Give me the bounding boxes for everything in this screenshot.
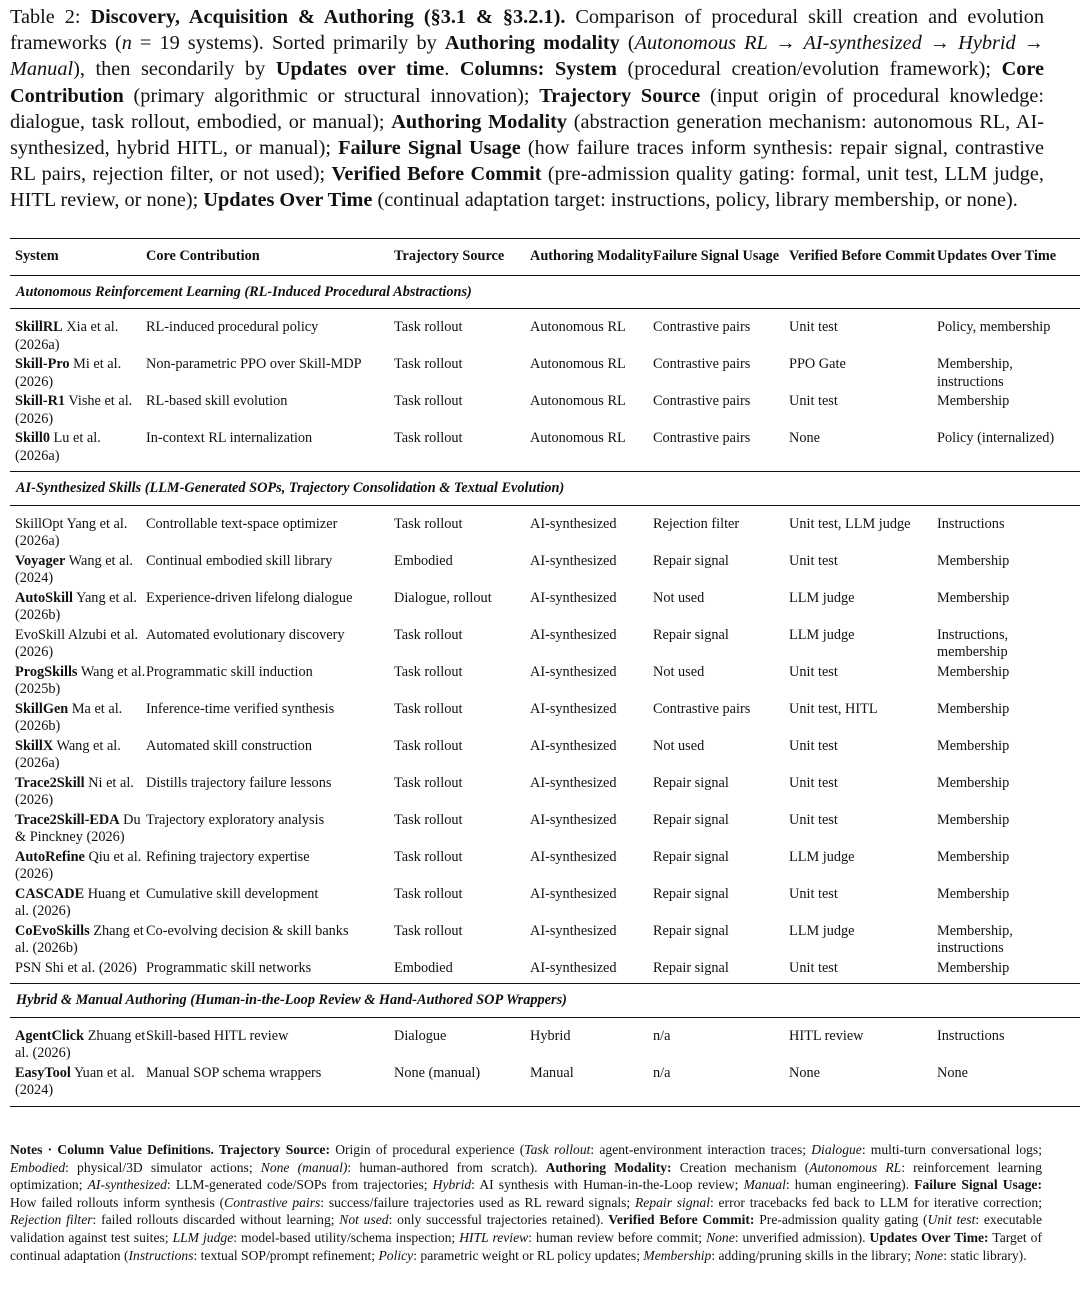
table-row [10,430,1080,472]
updates-over-time-cell: Policy, membership [937,319,1051,335]
failure-signal-cell: Contrastive pairs [653,430,751,446]
text-run: Authoring Modality: [545,1159,672,1175]
text-run: Target of continual adaptation ( [10,1229,1042,1263]
text-run: None [914,1247,944,1263]
verified-before-commit-cell: LLM judge [789,922,855,939]
text-run: Rejection filter [10,1212,93,1228]
text-run: Updates Over Time: [869,1229,989,1245]
system-citation: Shi et al. (2026) [44,959,137,976]
system-cell [10,886,146,923]
comparison-table [10,238,1080,1107]
text-run: Origin of procedural experience ( [330,1142,525,1157]
system-citation: Zhang et al. (2026b) [15,922,144,956]
updates-over-time-cell: Membership [937,589,1010,606]
text-run: = 19 systems). Sorted primarily by [131,32,445,55]
table-row [10,886,1080,923]
trajectory-source-cell: Task rollout [394,356,463,372]
system-name: PSN [15,959,42,976]
core-contribution-cell: Cumulative skill development [146,885,319,902]
verified-before-commit-cell: Unit test [789,885,838,902]
system-name: SkillGen [15,700,69,717]
text-run: : unverified admission). [734,1229,870,1245]
system-citation: Lu et al. (2026a) [15,430,101,464]
trajectory-source-cell: Task rollout [394,430,463,446]
system-cell [10,849,146,886]
failure-signal-cell: Contrastive pairs [653,319,751,335]
core-contribution-cell: Programmatic skill networks [146,959,312,976]
text-run: (primary algorithmic or structural innovation); [123,84,540,107]
updates-over-time-cell: Membership [937,959,1010,976]
trajectory-source-cell: Task rollout [394,774,463,791]
system-cell [10,738,146,775]
text-run: Authoring modality [444,32,620,55]
header-core-contribution: Core Contribution [146,239,394,276]
failure-signal-cell: Repair signal [653,922,729,939]
failure-signal-cell: Repair signal [653,774,729,791]
trajectory-source-cell: None (manual) [394,1064,481,1081]
system-cell [10,430,146,472]
system-name: Skill-Pro [15,356,70,372]
system-cell [10,1017,146,1065]
text-run: Membership [643,1247,712,1263]
system-name: SkillX [15,737,54,754]
core-contribution-cell: Automated skill construction [146,737,312,754]
text-run: Failure Signal Usage: [914,1177,1042,1193]
verified-before-commit-cell: Unit test, LLM judge [789,515,911,532]
table-row [10,553,1080,590]
core-contribution-cell: Automated evolutionary discovery [146,626,345,643]
system-citation: Qiu et al. (2026) [15,848,142,882]
section-heading-row [10,984,1080,1018]
text-run: Repair signal [634,1194,710,1210]
text-run: (abstraction generation mechanism: autonomous RL, AI-synthesized, hybrid HITL, or manual); [10,110,1044,160]
trajectory-source-cell: Task rollout [394,393,463,409]
text-run: AI-synthesized [87,1177,167,1193]
core-contribution-cell: In-context RL internalization [146,430,313,446]
failure-signal-cell: n/a [653,1064,671,1081]
text-run: Verified Before Commit [331,163,542,186]
authoring-modality-cell: Autonomous RL [530,393,626,409]
trajectory-source-cell: Task rollout [394,885,463,902]
failure-signal-cell: Contrastive pairs [653,356,751,372]
updates-over-time-cell: Instructions [937,1027,1005,1044]
section-ai-synthesized [10,472,1080,984]
updates-over-time-cell: Instructions, membership [937,626,1009,660]
system-cell [10,553,146,590]
failure-signal-cell: Repair signal [653,959,729,976]
authoring-modality-cell: AI-synthesized [530,922,617,939]
failure-signal-cell: Not used [653,663,705,680]
verified-before-commit-cell: LLM judge [789,848,855,865]
updates-over-time-cell: Membership [937,774,1010,791]
text-run: Core Contribution [10,58,1045,107]
failure-signal-cell: n/a [653,1027,671,1044]
system-citation: Wang et al. (2024) [15,552,133,586]
table-row [10,505,1080,553]
system-citation: Wang et al. (2025b) [15,663,146,697]
failure-signal-cell: Not used [653,737,705,754]
table-row [10,960,1080,984]
verified-before-commit-cell: Unit test [789,319,838,335]
text-run: Unit test [927,1212,976,1228]
verified-before-commit-cell: Unit test [789,663,838,680]
section-heading: Autonomous Reinforcement Learning (RL-Induced Procedural Abstractions) [10,275,1080,309]
text-run: : error tracebacks fed back to LLM for iterative correction; [709,1194,1042,1210]
authoring-modality-cell: AI-synthesized [530,700,617,717]
system-citation: Yang et al. (2026a) [15,515,128,549]
system-citation: Yuan et al. (2024) [15,1064,135,1098]
failure-signal-cell: Contrastive pairs [653,393,751,409]
system-citation: Xia et al. (2026a) [15,319,119,353]
table-caption [10,4,1044,214]
authoring-modality-cell: AI-synthesized [530,811,617,828]
table-row [10,849,1080,886]
authoring-modality-cell: Autonomous RL [530,319,626,335]
failure-signal-cell: Repair signal [653,811,729,828]
system-name: Trace2Skill-EDA [15,811,120,828]
verified-before-commit-cell: Unit test [789,811,838,828]
text-run: Notes · Column Value Definitions. Trajectory Source: [10,1142,330,1157]
section-autonomous-rl [10,275,1080,472]
header-trajectory-source: Trajectory Source [394,239,530,276]
verified-before-commit-cell: Unit test, HITL [789,700,878,717]
text-run: ( [619,32,635,55]
text-run: : agent-environment interaction traces; [590,1142,812,1157]
system-citation: Wang et al. (2026a) [15,737,121,771]
text-run: Creation mechanism ( [671,1159,810,1175]
authoring-modality-cell: AI-synthesized [530,885,617,902]
header-verified-before-commit: Verified Before Commit [789,239,937,276]
table-row [10,775,1080,812]
text-run: (pre-admission quality gating: formal, unit test, LLM judge, HITL review, or none); [10,163,1045,212]
updates-over-time-cell: Membership [937,700,1010,717]
text-run: : failed rollouts discarded without learning; [92,1212,340,1228]
system-citation: Mi et al. (2026) [15,356,122,390]
failure-signal-cell: Repair signal [653,848,729,865]
authoring-modality-cell: AI-synthesized [530,663,617,680]
section-heading-row [10,275,1080,309]
system-name: Skill-R1 [15,393,66,409]
updates-over-time-cell: Membership [937,393,1010,409]
text-run: Hybrid [432,1177,472,1193]
header-updates-over-time: Updates Over Time [937,239,1080,276]
system-cell [10,393,146,430]
core-contribution-cell: Controllable text-space optimizer [146,515,338,532]
system-citation: Yang et al. (2026b) [15,589,137,623]
text-run: : human review before commit; [528,1229,707,1245]
text-run: None [706,1229,735,1245]
table-row [10,627,1080,664]
authoring-modality-cell: AI-synthesized [530,589,617,606]
updates-over-time-cell: Instructions [937,515,1005,532]
trajectory-source-cell: Task rollout [394,515,463,532]
text-run: : human-authored from scratch). [347,1159,546,1175]
authoring-modality-cell: AI-synthesized [530,552,617,569]
authoring-modality-cell: AI-synthesized [530,774,617,791]
verified-before-commit-cell: HITL review [789,1027,864,1044]
trajectory-source-cell: Embodied [394,959,453,976]
section-heading-row [10,472,1080,506]
text-run: : success/failure trajectories used as RL reward signals; [320,1194,635,1210]
text-run: Comparison of procedural skill creation and evolution frameworks ( [10,6,1044,55]
updates-over-time-cell: Membership [937,663,1010,680]
updates-over-time-cell: Membership [937,811,1010,828]
text-run: Autonomous RL → AI-synthesized → Hybrid → Manual [10,32,1044,81]
verified-before-commit-cell: LLM judge [789,589,855,606]
updates-over-time-cell: Membership [937,848,1010,865]
system-name: EvoSkill [15,626,66,643]
authoring-modality-cell: Hybrid [530,1027,571,1044]
system-name: AutoSkill [15,589,74,606]
verified-before-commit-cell: None [789,1064,820,1081]
updates-over-time-cell: Membership, instructions [937,356,1013,390]
system-name: AgentClick [15,1027,85,1044]
core-contribution-cell: Co-evolving decision & skill banks [146,922,349,939]
text-run: n [121,32,132,55]
failure-signal-cell: Repair signal [653,626,729,643]
verified-before-commit-cell: Unit test [789,393,838,409]
system-name: SkillOpt [15,515,64,532]
text-run: : physical/3D simulator actions; [65,1159,261,1175]
failure-signal-cell: Not used [653,589,705,606]
failure-signal-cell: Contrastive pairs [653,700,751,717]
trajectory-source-cell: Dialogue, rollout [394,589,492,606]
system-cell [10,590,146,627]
trajectory-source-cell: Embodied [394,552,453,569]
text-run: : static library). [943,1247,1027,1263]
text-run: : reinforcement learning optimization; [10,1159,1043,1193]
text-run: Pre-admission quality gating ( [754,1212,928,1228]
text-run: System [554,58,617,81]
text-run: Columns: [459,58,545,81]
text-run: (continual adaptation target: instructions, policy, library membership, or none). [372,189,1018,212]
system-name: Trace2Skill [15,774,85,791]
table-row [10,812,1080,849]
table-label: Table 2: [10,6,81,28]
system-citation: Alzubi et al. (2026) [15,626,139,660]
system-cell [10,1065,146,1107]
updates-over-time-cell: None [937,1064,968,1081]
table-row [10,590,1080,627]
system-citation: Huang et al. (2026) [15,885,140,919]
core-contribution-cell: Non-parametric PPO over Skill-MDP [146,356,362,372]
text-run: Updates over time [275,58,445,81]
updates-over-time-cell: Membership [937,885,1010,902]
system-citation: Vishe et al. (2026) [15,393,133,427]
system-citation: Zhuang et al. (2026) [15,1027,146,1061]
verified-before-commit-cell: LLM judge [789,626,855,643]
notes-body [10,1142,1042,1263]
text-run: How failed rollouts inform synthesis ( [10,1194,225,1210]
authoring-modality-cell: AI-synthesized [530,959,617,976]
trajectory-source-cell: Task rollout [394,737,463,754]
text-run: : multi-turn conversational logs; [861,1142,1043,1157]
failure-signal-cell: Rejection filter [653,515,740,532]
text-run: Task rollout [524,1142,591,1157]
system-name: CoEvoSkills [15,922,90,939]
text-run: Instructions [128,1247,194,1263]
system-citation: Du & Pinckney (2026) [15,811,141,845]
text-run: Verified Before Commit: [608,1212,755,1228]
trajectory-source-cell: Task rollout [394,626,463,643]
system-cell [10,356,146,393]
text-run: : parametric weight or RL policy updates; [413,1247,644,1263]
text-run: : only successful trajectories retained). [388,1212,609,1228]
text-run: Failure Signal Usage [338,137,521,160]
system-name: AutoRefine [15,848,85,865]
verified-before-commit-cell: Unit test [789,552,838,569]
table-notes [10,1141,1042,1264]
system-cell [10,923,146,960]
text-run: . [444,58,460,81]
table-row [10,701,1080,738]
table-row [10,664,1080,701]
system-cell [10,812,146,849]
core-contribution-cell: Continual embodied skill library [146,552,333,569]
trajectory-source-cell: Dialogue [394,1027,447,1044]
system-citation: Ni et al. (2026) [15,774,134,808]
text-run: Autonomous RL [809,1159,902,1175]
text-run: (input origin of procedural knowledge: dialogue, task rollout, embodied, or manual); [10,84,1044,133]
system-citation: Ma et al. (2026b) [15,700,123,734]
trajectory-source-cell: Task rollout [394,663,463,680]
table-row [10,309,1080,357]
failure-signal-cell: Repair signal [653,885,729,902]
text-run: Embodied [10,1159,66,1175]
authoring-modality-cell: AI-synthesized [530,737,617,754]
system-cell [10,701,146,738]
core-contribution-cell: Trajectory exploratory analysis [146,811,325,828]
text-run: Manual [743,1177,786,1193]
verified-before-commit-cell: PPO Gate [789,356,846,372]
text-run: Dialogue [811,1142,862,1157]
system-name: EasyTool [15,1064,71,1081]
table-header [10,239,1080,276]
core-contribution-cell: Skill-based HITL review [146,1027,289,1044]
authoring-modality-cell: AI-synthesized [530,626,617,643]
text-run: : human engineering). [785,1177,915,1193]
system-name: Voyager [15,552,66,569]
system-cell [10,309,146,357]
system-cell [10,627,146,664]
authoring-modality-cell: AI-synthesized [530,848,617,865]
text-run: : AI synthesis with Human-in-the-Loop review; [471,1177,744,1193]
core-contribution-cell: RL-induced procedural policy [146,319,319,335]
updates-over-time-cell: Membership, instructions [937,922,1013,956]
verified-before-commit-cell: Unit test [789,959,838,976]
section-heading: Hybrid & Manual Authoring (Human-in-the-Loop Review & Hand-Authored SOP Wrappers) [10,984,1080,1018]
text-run: ), then secondarily by [73,58,276,81]
system-name: Skill0 [15,430,50,446]
updates-over-time-cell: Membership [937,552,1010,569]
authoring-modality-cell: Autonomous RL [530,430,626,446]
text-run: : executable validation against test suites; [10,1212,1043,1245]
header-system: System [10,239,146,276]
system-name: CASCADE [15,885,85,902]
text-run [544,58,555,80]
text-run: Not used [339,1212,389,1228]
text-run: Policy [378,1247,414,1263]
verified-before-commit-cell: Unit test [789,737,838,754]
updates-over-time-cell: Membership [937,737,1010,754]
table-row [10,1065,1080,1107]
text-run: : textual SOP/prompt refinement; [193,1247,379,1263]
table-row [10,738,1080,775]
table-row [10,1017,1080,1065]
trajectory-source-cell: Task rollout [394,922,463,939]
text-run: (how failure traces inform synthesis: repair signal, contrastive RL pairs, rejection filter, or not used); [10,137,1044,186]
section-heading: AI-Synthesized Skills (LLM-Generated SOPs, Trajectory Consolidation & Textual Evolution) [10,472,1080,506]
text-run: Authoring Modality [391,110,568,133]
system-cell [10,505,146,553]
system-cell [10,775,146,812]
text-run: HITL review [459,1229,529,1245]
text-run: LLM judge [172,1229,234,1245]
authoring-modality-cell: Autonomous RL [530,356,626,372]
trajectory-source-cell: Task rollout [394,848,463,865]
table-row [10,923,1080,960]
text-run: (procedural creation/evolution framework); [616,58,1002,81]
core-contribution-cell: Distills trajectory failure lessons [146,774,332,791]
trajectory-source-cell: Task rollout [394,319,463,335]
verified-before-commit-cell: None [789,430,820,446]
trajectory-source-cell: Task rollout [394,700,463,717]
core-contribution-cell: Refining trajectory expertise [146,848,310,865]
caption-body [10,6,1044,211]
system-cell [10,664,146,701]
table-row [10,356,1080,393]
section-hybrid-manual [10,984,1080,1107]
text-run: : LLM-generated code/SOPs from trajectories; [166,1177,433,1193]
text-run: Trajectory Source [539,84,701,107]
text-run: Contrastive pairs [224,1194,321,1210]
text-run: : adding/pruning skills in the library; [711,1247,915,1263]
core-contribution-cell: Inference-time verified synthesis [146,700,335,717]
verified-before-commit-cell: Unit test [789,774,838,791]
text-run: None (manual) [260,1159,348,1175]
header-failure-signal-usage: Failure Signal Usage [653,239,789,276]
system-cell [10,960,146,984]
trajectory-source-cell: Task rollout [394,811,463,828]
system-name: SkillRL [15,319,63,335]
failure-signal-cell: Repair signal [653,552,729,569]
text-run: Updates Over Time [203,189,373,212]
core-contribution-cell: Programmatic skill induction [146,663,313,680]
updates-over-time-cell: Policy (internalized) [937,430,1055,446]
core-contribution-cell: Manual SOP schema wrappers [146,1064,322,1081]
core-contribution-cell: RL-based skill evolution [146,393,288,409]
table-title: Discovery, Acquisition & Authoring (§3.1 & §3.2.1). [90,6,566,28]
core-contribution-cell: Experience-driven lifelong dialogue [146,589,353,606]
system-name: ProgSkills [15,663,78,680]
table-row [10,393,1080,430]
authoring-modality-cell: AI-synthesized [530,515,617,532]
header-authoring-modality: Authoring Modality [530,239,653,276]
text-run: : model-based utility/schema inspection; [233,1229,460,1245]
authoring-modality-cell: Manual [530,1064,574,1081]
